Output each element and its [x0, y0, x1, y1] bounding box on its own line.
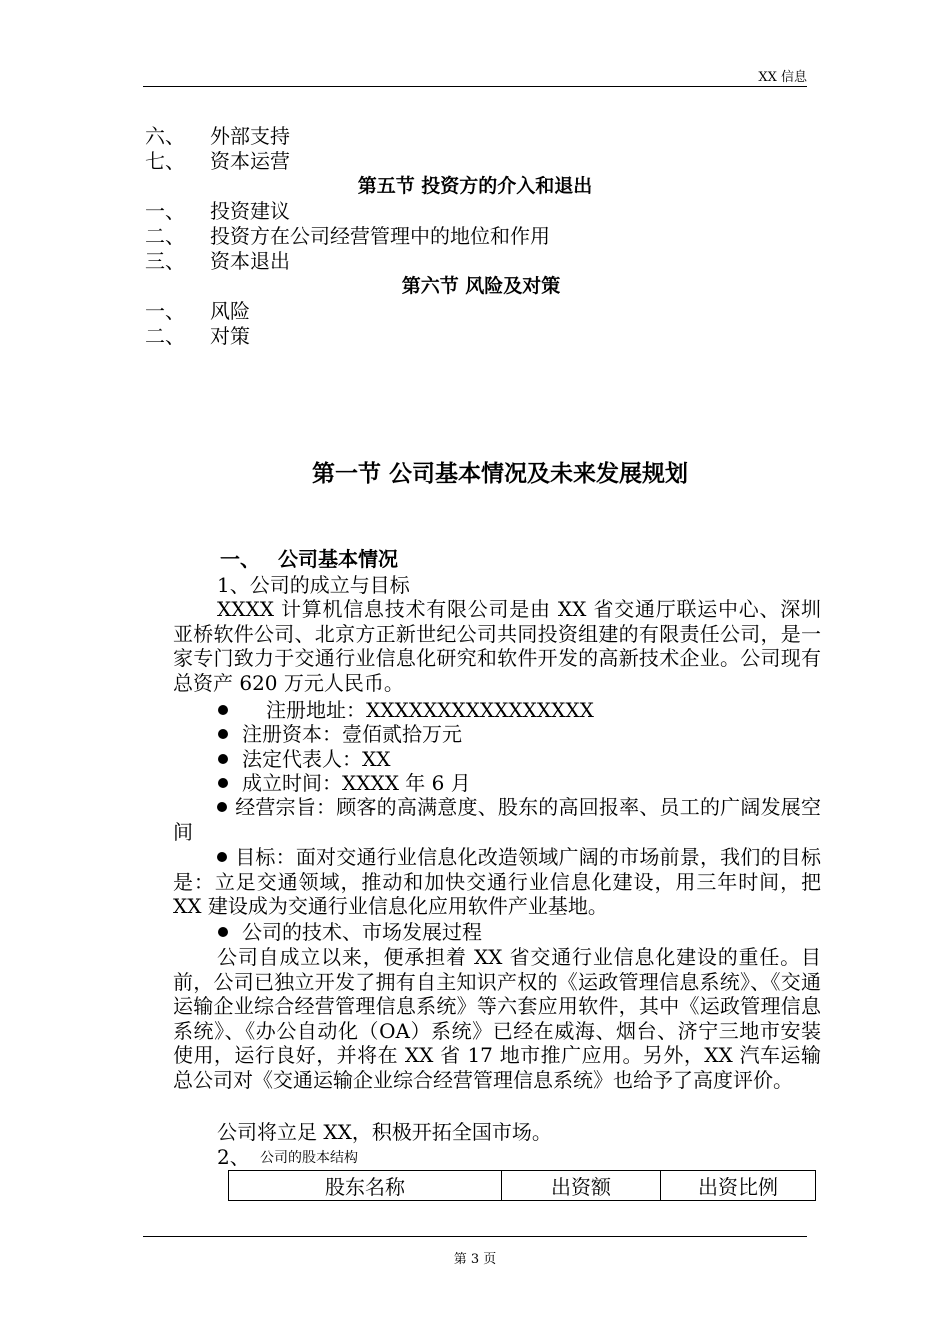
- bullet-paragraph: [173, 845, 821, 919]
- bullet-item: [218, 722, 462, 746]
- bullet-item: [218, 920, 482, 944]
- subheading-num: 2、: [217, 1145, 250, 1169]
- bullet-dot: [217, 852, 227, 862]
- bullet-dot: [217, 802, 227, 812]
- toc-num: 三、: [145, 249, 185, 273]
- shareholder-table: [228, 1170, 816, 1201]
- subheading-text: 公司的股本结构: [260, 1150, 358, 1166]
- section5-title: 第五节 投资方的介入和退出: [357, 175, 593, 197]
- toc-item: 外部支持: [210, 124, 290, 148]
- bullet-dot: [218, 927, 228, 937]
- footer-rule: [143, 1236, 807, 1237]
- bullet-dot: [218, 705, 228, 715]
- subheading: 1、公司的成立与目标: [217, 573, 410, 597]
- toc-num: 二、: [145, 224, 185, 248]
- toc-item: 对策: [210, 324, 250, 348]
- toc-item: 投资方在公司经营管理中的地位和作用: [210, 224, 550, 248]
- table-header-cell: 出资额: [502, 1171, 661, 1201]
- toc-num: 七、: [145, 149, 185, 173]
- table-row: [229, 1171, 816, 1201]
- toc-num: 一、: [145, 199, 185, 223]
- page-number: 第 3 页: [453, 1252, 497, 1267]
- header-rule: [143, 86, 807, 87]
- toc-num: 一、: [145, 299, 185, 323]
- bullet-dot: [218, 778, 228, 788]
- intro-paragraph: XXXX 计算机信息技术有限公司是由 XX 省交通厅联运中心、深圳亚桥软件公司、北京方正新世纪公司共同投资组建的有限责任公司，是一家专门致力于交通行业信息化研究和软件开发的高新技术企业。公司现有总资产 620 万元人民币。: [173, 597, 821, 695]
- heading-text: 公司基本情况: [278, 547, 398, 571]
- page-header: XX 信息: [758, 70, 807, 85]
- bullet-item: [218, 747, 390, 771]
- goal-text: 目标：面对交通行业信息化改造领域广阔的市场前景，我们的目标是：立足交通领域，推动和加快交通行业信息化建设，用三年时间，把 XX 建设成为交通行业信息化应用软件产业基地。: [173, 845, 821, 918]
- toc-num: 六、: [145, 124, 185, 148]
- bullet-dot: [218, 754, 228, 764]
- toc-item: 资本退出: [210, 249, 290, 273]
- bullet-dot: [218, 729, 228, 739]
- toc-item: 资本运营: [210, 149, 290, 173]
- chapter-title: 第一节 公司基本情况及未来发展规划: [312, 460, 689, 487]
- closing-line: 公司将立足 XX，积极开拓全国市场。: [217, 1120, 552, 1144]
- bullet-text: 成立时间：XXXX 年 6 月: [242, 771, 471, 795]
- tech-paragraph: 公司自成立以来，便承担着 XX 省交通行业信息化建设的重任。目前，公司已独立开发了拥有自主知识产权的《运政管理信息系统》、《交通运输企业综合经营管理信息系统》等六套应用软件，其中《运政管理信息系统》、《办公自动化（OA）系统》已经在威海、烟台、济宁三地市安装使用，运行良好，并将在 XX 省 17 地市推广应用。另外，XX 汽车运输总公司对《交通运输企业综合经营管理信息系统》也给予了高度评价。: [173, 945, 821, 1092]
- bullet-paragraph: [173, 795, 821, 844]
- toc-item: 风险: [210, 299, 250, 323]
- toc-num: 二、: [145, 324, 185, 348]
- section6-title: 第六节 风险及对策: [401, 275, 561, 297]
- toc-item: 投资建议: [210, 199, 290, 223]
- bullet-item: [218, 698, 594, 722]
- heading-num: 一、: [220, 547, 260, 571]
- purpose-text: 经营宗旨：顾客的高满意度、股东的高回报率、员工的广阔发展空间: [173, 795, 821, 844]
- bullet-item: [218, 771, 471, 795]
- table-header-cell: 股东名称: [229, 1171, 502, 1201]
- bullet-text: 注册地址：XXXXXXXXXXXXXXXX: [266, 698, 594, 722]
- bullet-text: 注册资本：壹佰贰拾万元: [242, 722, 462, 746]
- table-header-cell: 出资比例: [661, 1171, 816, 1201]
- bullet-text: 公司的技术、市场发展过程: [242, 920, 482, 944]
- bullet-text: 法定代表人：XX: [242, 747, 391, 771]
